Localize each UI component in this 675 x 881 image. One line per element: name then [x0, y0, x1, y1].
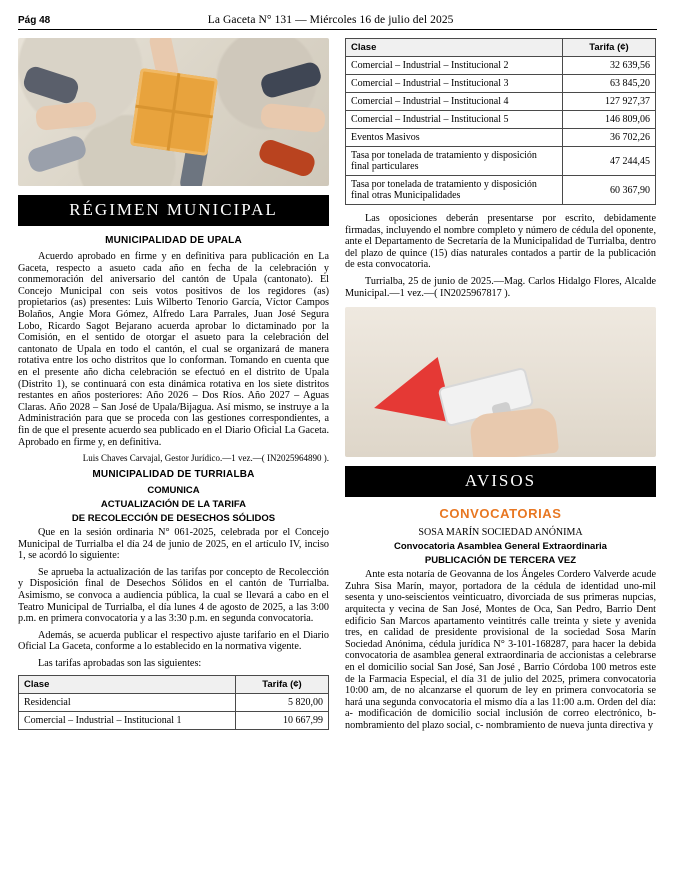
hand-shape [259, 60, 323, 100]
hand-shape [260, 103, 326, 134]
hand-shape [26, 134, 89, 175]
table-row [346, 93, 656, 111]
turrialba-paragraph-1: Que en la sesión ordinaria N° 061-2025, celebrada por el Concejo Municipal de Turrialba el día 24 de junio de 2025, en el artículo IV, inciso 1, se acordó lo siguiente: [18, 527, 329, 562]
cell-clase: Tasa por tonelada de tratamiento y disposición final particulares [346, 147, 563, 176]
table-row [346, 75, 656, 93]
cell-tarifa: 127 927,37 [563, 93, 656, 111]
turrialba-paragraph-4: Las tarifas aprobadas son las siguientes: [38, 658, 202, 670]
page-folio: Pág 48 [18, 15, 51, 26]
hand-shape [35, 101, 97, 131]
table-row [19, 711, 329, 729]
upala-paragraph: Acuerdo aprobado en firme y en definitiva para publicación en La Gaceta, respecto a asueto cada año en fecha de la celebración y conmemoración del aniversario del cantón de Upala (cantonato). El Concejo Municipal con seis votos positivos de los regidores (as) propietarios (as) presentes: Luis Wilberto Tenorio García, Víctor Campos Bolaños, Angie Mora Gómez, Alfredo Lara Parrales, Juan José Segura Lobo, Ricardo Sagot Bejarano acuerda aprobar lo dictaminado por la Comisión, en el sentido de otorgar el asueto para la celebración del cantonato de Upala en todo el cantón, el cual se organizará de manera rotativa entre los ocho distritos que lo conforman. Tomando en cuenta que en el presente año dicha celebración se efectuó en el distrito de Upala (Distrito 1), se continuará con esta dinámica rotativa en los siete distritos restantes en años posteriores: Año 2026 – Dos Ríos. Año 2027 – Aguas Claras. Año 2028 – San José de Upala/Bijagua. Así mismo, se instruye a la Administración para que se proceda con las gestiones correspondientes, a fin de que el presente acuerdo sea publicado en el Diario Oficial La Gaceta. Aprobado en firme y, en definitiva. [18, 251, 329, 448]
hand-shape [257, 137, 318, 179]
municipality-upala-heading: MUNICIPALIDAD DE UPALA [105, 235, 242, 246]
column-header-clase: Clase [346, 39, 563, 57]
column-header-tarifa: Tarifa (¢) [563, 39, 656, 57]
page-header [18, 14, 657, 30]
table-row [346, 111, 656, 129]
municipality-turrialba-heading: MUNICIPALIDAD DE TURRIALBA [92, 469, 255, 481]
gazette-title: La Gaceta N° 131 — Miércoles 16 de julio del 2025 [207, 14, 454, 26]
cell-tarifa: 10 667,99 [236, 711, 329, 729]
table-row [346, 147, 656, 176]
hand-shape [469, 407, 559, 457]
tariff-table-right [345, 38, 656, 205]
section-banner-regimen: RÉGIMEN MUNICIPAL [18, 195, 329, 226]
megaphone-hand-photo [345, 307, 656, 457]
table-row [19, 693, 329, 711]
cell-tarifa: 60 367,90 [563, 176, 656, 205]
convocatorias-heading: CONVOCATORIAS [439, 506, 562, 522]
publication-notice: PUBLICACIÓN DE TERCERA VEZ [424, 555, 577, 567]
table-row [346, 57, 656, 75]
cell-tarifa: 32 639,56 [563, 57, 656, 75]
notary-paragraph: Ante esta notaría de Geovanna de los Ángeles Cordero Valverde acude Zuhra Sisa Marín, mayor, portadora de la cédula de identidad uno-mil sesenta y uno-seiscientos veinticuatro, divorciada de sus primeras nupcias, arquitecta y vecina de San José, Montes de Oca, San Pedro, Barrio Dent edificio San Marcos apartamento veintitrés calle treinta y siete y avenida tres, en calidad de presidente provisional de la sociedad Sosa Marín Sociedad Anónima, cédula jurídica N° 3-101-168287, para hacer la debida convocatoria de asamblea general extraordinaria de accionistas a celebrarse en el domicilio social San José, San José , Barrio Córdoba 100 metros este de la Farmacia Especial, el día 31 de julio del 2025, primera convocatoria 10:00 am, de no alcanzarse el quorum de ley en primera convocatoria se hará una segunda convocatoria el mismo día a las 11:00 a.m. Orden del día: a- modificación de domicilio social inclusión de correo electrónico, b- nombramiento del plazo social, c- nombramiento de nueva junta directiva y [345, 569, 656, 731]
cell-clase: Comercial – Industrial – Institucional 1 [19, 711, 236, 729]
cell-tarifa: 5 820,00 [236, 693, 329, 711]
company-name: SOSA MARÍN SOCIEDAD ANÓNIMA [418, 527, 583, 539]
cell-tarifa: 36 702,26 [563, 129, 656, 147]
hand-shape [21, 64, 80, 105]
turrialba-signature: Turrialba, 25 de junio de 2025.—Mag. Carlos Hidalgo Flores, Alcalde Municipal.—1 vez.—( IN2025967817 ). [345, 275, 656, 299]
turrialba-paragraph-3: Además, se acuerda publicar el respectivo ajuste tarifario en el Diario Oficial La Gaceta, conforme a lo establecido en la normativa vigente. [18, 629, 329, 653]
table-header-row [346, 39, 656, 57]
puzzle-piece-icon [129, 68, 217, 156]
cell-clase: Residencial [19, 693, 236, 711]
column-header-clase: Clase [19, 675, 236, 693]
tariff-table-left [18, 675, 329, 730]
cell-clase: Comercial – Industrial – Institucional 3 [346, 75, 563, 93]
section-banner-avisos: AVISOS [345, 466, 656, 497]
table-header-row [19, 675, 329, 693]
turrialba-paragraph-2: Se aprueba la actualización de las tarifas por concepto de Recolección y Disposición final de Desechos Sólidos en el cantón de Turrialba. Asimismo, se convoca a audiencia pública, la cual se llevará a cabo en el Teatro Municipal de Turrialba, el día lunes 4 de agosto de 2025, a las 3:00 p.m. en primera convocatoria y a las 3:30 p.m. en segunda convocatoria. [18, 566, 329, 625]
turrialba-title-line2: DE RECOLECCIÓN DE DESECHOS SÓLIDOS [71, 513, 276, 525]
left-column [18, 38, 329, 864]
cell-clase: Comercial – Industrial – Institucional 2 [346, 57, 563, 75]
cell-clase: Comercial – Industrial – Institucional 4 [346, 93, 563, 111]
right-column [345, 38, 656, 864]
puzzle-hands-photo [18, 38, 329, 186]
page-columns [18, 38, 657, 864]
upala-signature: Luis Chaves Carvajal, Gestor Jurídico.—1 vez.—( IN2025964890 ). [82, 453, 329, 464]
turrialba-comunica-label: COMUNICA [147, 485, 200, 497]
table-row [346, 129, 656, 147]
cell-clase: Eventos Masivos [346, 129, 563, 147]
column-header-tarifa: Tarifa (¢) [236, 675, 329, 693]
cell-tarifa: 47 244,45 [563, 147, 656, 176]
oposiciones-paragraph: Las oposiciones deberán presentarse por escrito, debidamente firmadas, incluyendo el nombre completo y número de cédula del oponente, ante el Departamento de Secretaría de la Municipalidad de Turrialba, dentro del plazo de quince (15) días naturales contados a partir de la publicación de esta convocatoria. [345, 213, 656, 271]
cell-clase: Tasa por tonelada de tratamiento y disposición final otras Municipalidades [346, 176, 563, 205]
table-row [346, 176, 656, 205]
cell-clase: Comercial – Industrial – Institucional 5 [346, 111, 563, 129]
cell-tarifa: 146 809,06 [563, 111, 656, 129]
turrialba-title-line1: ACTUALIZACIÓN DE LA TARIFA [100, 499, 247, 511]
assembly-heading: Convocatoria Asamblea General Extraordinaria [394, 541, 607, 553]
cell-tarifa: 63 845,20 [563, 75, 656, 93]
